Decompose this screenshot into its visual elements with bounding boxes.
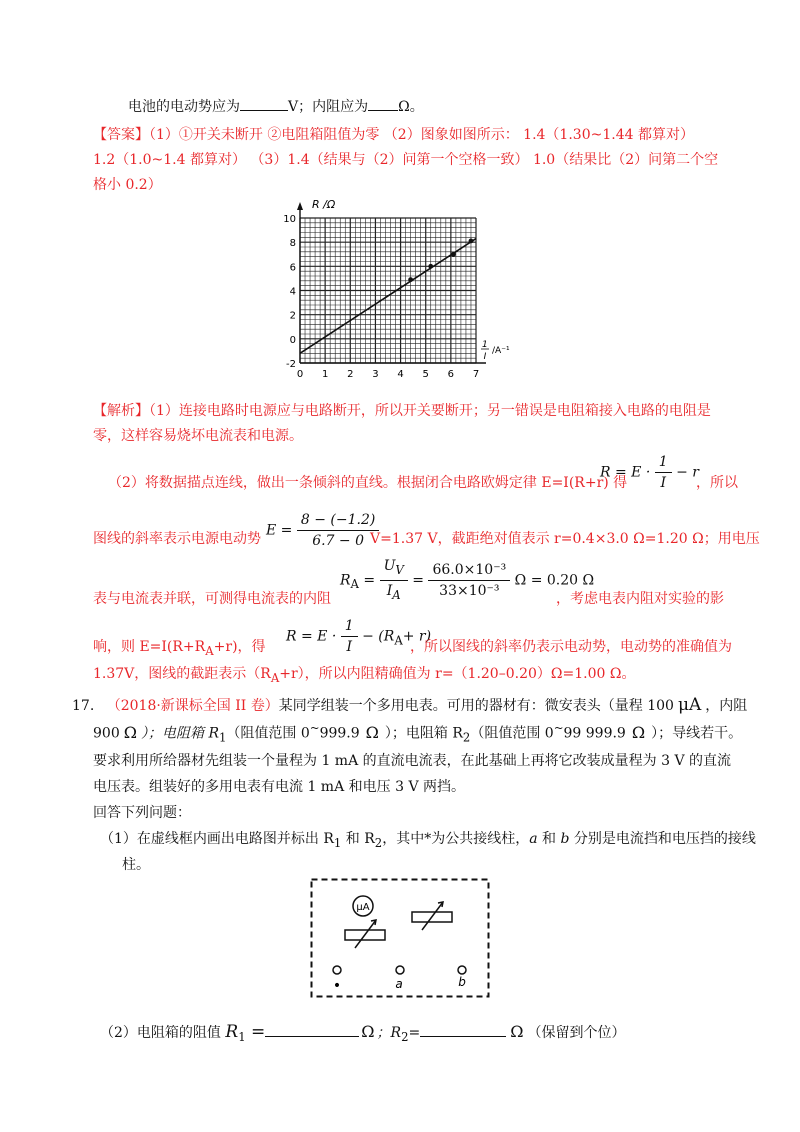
q17-line-6: （1）在虚线框内画出电路图并标出 $R_1$ 和 $R_2$，其中*为公共接线柱，a 和 b 分别是电流挡和电压挡的接线	[100, 831, 756, 850]
x-axis-label-unit: /A⁻¹	[492, 346, 510, 356]
answer-line-2: 1.2（1.0~1.4 都算对） （3）1.4（结果与（2）问第一个空格一致） 1.0（结果比（2）问第二个空	[93, 152, 719, 168]
f3-den-sub: A	[392, 587, 401, 602]
q17-line-7: 柱。	[122, 857, 150, 873]
r2-answer-blank[interactable]	[420, 1022, 506, 1037]
answer-blank[interactable]	[368, 96, 398, 111]
analysis-p2b: ，所以	[696, 475, 738, 491]
analysis-p4a: 表与电流表并联，可测得电流表的内阻	[93, 591, 331, 607]
chart-grid	[300, 218, 476, 363]
f3-den2: 33×10⁻³	[439, 582, 500, 599]
terminal-b-label: b	[458, 975, 466, 989]
x-tick-label: 3	[372, 369, 379, 380]
x-tick-label: 2	[347, 369, 354, 380]
formula-1	[600, 452, 699, 493]
microammeter-label: μA	[356, 902, 370, 913]
answer-line-1: 【答案】（1）①开关未断开 ②电阻箱阻值为零 （2）图象如图所示： 1.4（1.30~1.44 都算对）	[93, 127, 694, 143]
terminal-a	[396, 966, 404, 974]
y-axis-label: R /Ω	[312, 198, 336, 211]
q17-line-8: （2）电阻箱的阻值 $R_1 = \Omega$ ；$R_2= \Omega$ （保留到个位）	[100, 1022, 626, 1044]
q17-line-5: 回答下列问题：	[93, 805, 191, 821]
terminal-a-label: a	[395, 977, 403, 991]
f1-frac	[655, 452, 672, 493]
f3-den: I	[386, 582, 393, 599]
terminal-common	[333, 966, 341, 974]
f3-sub: A	[350, 577, 359, 592]
data-point	[408, 277, 413, 282]
resistor-box-r1	[345, 920, 385, 948]
f4-rhs: − (R	[362, 628, 395, 645]
x-tick-label: 6	[447, 369, 455, 380]
terminal-b	[458, 966, 466, 974]
microammeter	[353, 896, 373, 916]
f3-eq2: =	[412, 572, 425, 589]
f2-den: 6.7 − 0	[312, 533, 364, 549]
q17-line-4: 电压表。组装好的多用电表有电流 1 mA 和电压 3 V 两挡。	[93, 779, 466, 795]
y-tick-label: 2	[289, 310, 296, 322]
analysis-p5: 响，则 $E=I(R+R_A+r)$，得	[93, 639, 266, 658]
answer-blank[interactable]	[240, 96, 288, 111]
unit-microamp: μA	[677, 695, 702, 715]
question-line	[128, 96, 424, 116]
y-tick-label: 10	[283, 214, 296, 225]
x-tick-label: 7	[472, 369, 480, 380]
x-tick-label: 4	[397, 369, 404, 380]
circuit-box[interactable]	[310, 878, 490, 998]
analysis-p3b: V=1.37 V，截距绝对值表示 r=0.4×3.0 Ω=1.20 Ω；用电压	[370, 531, 760, 547]
q17-line-2: 900 Ω ）；电阻箱 $R_1$（阻值范围 0~999.9 Ω ）；电阻箱 $R_2$（阻值范围 0~99 999.9 Ω ）；导线若干。	[93, 721, 743, 745]
f4-sub: A	[394, 633, 403, 648]
f4-frac	[341, 616, 358, 657]
analysis-p1b: 零，这样容易烧坏电流表和电源。	[93, 428, 303, 444]
r1-answer-blank[interactable]	[265, 1022, 359, 1037]
f3-num-sub: V	[395, 562, 404, 577]
question-source: （2018·新课标全国 II 卷）	[106, 698, 279, 714]
resistor-box-r2	[412, 902, 452, 930]
f1-den: I	[660, 475, 666, 491]
q17-line-1: 17. （2018·新课标全国 II 卷）某同学组装一个多用电表。可用的器材有：微安表头（量程 100 μA ，内阻	[72, 695, 748, 715]
f3-eq: =	[363, 572, 376, 589]
terminal-common-label: •	[332, 978, 342, 994]
text: 电池的电动势应为	[128, 99, 240, 115]
r-vs-inverse-i-chart	[282, 198, 510, 388]
question-number: 17.	[72, 698, 95, 714]
f3-rhs: Ω = 0.20 Ω	[514, 572, 595, 589]
x-tick-label: 5	[422, 369, 429, 380]
analysis-p5c: ，所以图线的斜率仍表示电动势，电动势的准确值为	[410, 639, 732, 655]
f1-rhs: − r	[676, 464, 699, 481]
y-tick-label: 6	[289, 262, 296, 274]
data-point	[428, 264, 433, 269]
data-point	[469, 239, 474, 244]
f1-lhs: R = E ·	[600, 464, 651, 481]
f2-lhs: E =	[266, 522, 293, 539]
data-point	[451, 252, 456, 257]
y-tick-label: 4	[289, 286, 296, 298]
x-axis-label	[482, 340, 488, 350]
f1-num: 1	[655, 452, 672, 473]
f3-frac2	[428, 560, 510, 601]
f4-lhs: R = E ·	[286, 628, 337, 645]
y-tick-label: 8	[289, 238, 296, 250]
f3-num: U	[383, 558, 396, 574]
f4-num: 1	[341, 616, 358, 637]
x-tick-label: 0	[296, 369, 304, 380]
y-tick-label: -2	[286, 359, 296, 370]
q17-line-3: 要求利用所给器材先组装一个量程为 1 mA 的直流电流表，在此基础上再将它改装成量程为 3 V 的直流	[93, 753, 732, 769]
analysis-p1a: 【解析】（1）连接电路时电源应与电路断开，所以开关要断开；另一错误是电阻箱接入电路的电阻是	[93, 403, 711, 419]
f3-frac1	[380, 556, 408, 605]
chart-ticks	[283, 214, 479, 380]
y-tick-label: 0	[289, 334, 296, 346]
x-tick-label: 1	[321, 369, 329, 380]
answer-line-3: 格小 0.2）	[93, 177, 162, 193]
f2-num: 8 − (−1.2)	[297, 510, 379, 531]
f3-lhs: R	[340, 572, 351, 589]
x-axis-label-den: I	[483, 352, 487, 362]
f3-num2: 66.0×10⁻³	[428, 560, 510, 581]
f2-frac	[297, 510, 379, 551]
analysis-p3a: 图线的斜率表示电源电动势	[93, 531, 261, 547]
y-axis-arrow	[297, 202, 303, 210]
analysis-p6: 1.37V，图线的截距表示$(R_A+r)$，所以内阻精确值为 r=（1.20–0.20）Ω=1.00 Ω。	[93, 666, 636, 685]
text: V；内阻应为	[288, 99, 369, 115]
analysis-p2a: （2）将数据描点连线，做出一条倾斜的直线。根据闭合电路欧姆定律 E=I(R+r) 得	[108, 475, 628, 491]
fit-line	[300, 239, 476, 354]
formula-2	[266, 510, 379, 551]
f4-den: I	[346, 639, 352, 655]
f4-rhs2: + r)	[402, 628, 432, 645]
x-axis-label-frac-num: 1	[482, 340, 488, 350]
analysis-p4b: ，考虑电表内阻对实验的影	[556, 591, 724, 607]
text: Ω。	[398, 99, 424, 115]
